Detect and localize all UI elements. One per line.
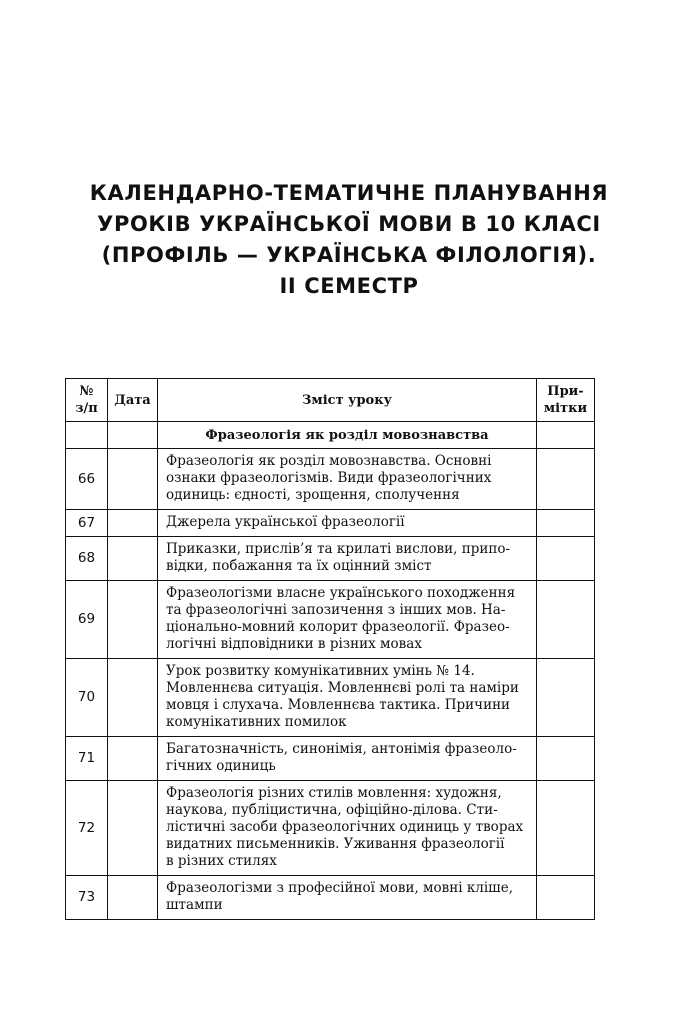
lesson-number: 67 bbox=[66, 510, 108, 537]
header-number bbox=[66, 379, 108, 422]
title-line-1: КАЛЕНДАРНО-ТЕМАТИЧНЕ ПЛАНУВАННЯ bbox=[89, 181, 609, 205]
section-num-cell bbox=[66, 422, 108, 449]
lesson-date-cell bbox=[108, 876, 158, 920]
table-body bbox=[66, 422, 595, 920]
lesson-notes-cell bbox=[537, 876, 595, 920]
lesson-content-line: Фразеологія різних стилів мовлення: художня, bbox=[166, 785, 502, 801]
lesson-content-line: відки, побажання та їх оцінний зміст bbox=[166, 558, 432, 574]
lesson-notes-cell bbox=[537, 510, 595, 537]
lesson-content-line: Джерела української фразеології bbox=[166, 514, 405, 530]
lesson-notes-cell bbox=[537, 781, 595, 876]
lesson-content-line: Приказки, прислів’я та крилаті вислови, припо- bbox=[166, 541, 511, 557]
section-notes-cell bbox=[537, 422, 595, 449]
lesson-date-cell bbox=[108, 510, 158, 537]
lesson-content-line: логічні відповідники в різних мовах bbox=[166, 636, 422, 652]
lesson-content-line: мовця і слухача. Мовленнєва тактика. Причини bbox=[166, 697, 511, 713]
lesson-date-cell bbox=[108, 449, 158, 510]
lesson-notes-cell bbox=[537, 449, 595, 510]
lesson-date-cell bbox=[108, 581, 158, 659]
lesson-content-line: Урок розвитку комунікативних умінь № 14. bbox=[166, 663, 475, 679]
page-title bbox=[0, 178, 698, 302]
table-header-row bbox=[66, 379, 595, 422]
lesson-content-line: в різних стилях bbox=[166, 853, 277, 869]
title-line-3: (ПРОФІЛЬ — УКРАЇНСЬКА ФІЛОЛОГІЯ). bbox=[101, 243, 597, 267]
table-row bbox=[66, 737, 595, 781]
lesson-content bbox=[158, 510, 537, 537]
lesson-content-line: Мовленнєва ситуація. Мовленнєві ролі та наміри bbox=[166, 680, 519, 696]
lesson-content-line: наукова, публіцистична, офіційно-ділова. Сти- bbox=[166, 802, 498, 818]
section-row bbox=[66, 422, 595, 449]
table-row bbox=[66, 581, 595, 659]
lesson-content-line: комунікативних помилок bbox=[166, 714, 347, 730]
lesson-content-line: ознаки фразеологізмів. Види фразеологічних bbox=[166, 470, 492, 486]
lesson-notes-cell bbox=[537, 737, 595, 781]
lesson-content-line: Фразеологізми власне українського походження bbox=[166, 585, 516, 601]
lesson-content bbox=[158, 876, 537, 920]
table-row bbox=[66, 537, 595, 581]
lesson-content-line: штампи bbox=[166, 897, 223, 913]
table-row bbox=[66, 659, 595, 737]
lesson-content-line: та фразеологічні запозичення з інших мов. На- bbox=[166, 602, 506, 618]
lesson-content-line: гічних одиниць bbox=[166, 758, 276, 774]
lesson-content-line: видатних письменників. Уживання фразеології bbox=[166, 836, 505, 852]
lesson-content bbox=[158, 537, 537, 581]
table-row bbox=[66, 876, 595, 920]
lesson-content-line: одиниць: єдності, зрощення, сполучення bbox=[166, 487, 460, 503]
lesson-content-line: лістичні засоби фразеологічних одиниць у творах bbox=[166, 819, 524, 835]
section-date-cell bbox=[108, 422, 158, 449]
table-row bbox=[66, 449, 595, 510]
lesson-content-line: Фразеологізми з професійної мови, мовні кліше, bbox=[166, 880, 514, 896]
table-row bbox=[66, 781, 595, 876]
title-line-2: УРОКІВ УКРАЇНСЬКОЇ МОВИ В 10 КЛАСІ bbox=[97, 212, 601, 236]
title-line-4: ІІ СЕМЕСТР bbox=[279, 274, 419, 298]
lesson-number: 70 bbox=[66, 659, 108, 737]
lesson-notes-cell bbox=[537, 581, 595, 659]
lesson-notes-cell bbox=[537, 537, 595, 581]
header-number-line2: з/п bbox=[75, 401, 98, 416]
header-notes bbox=[537, 379, 595, 422]
lesson-number: 72 bbox=[66, 781, 108, 876]
lesson-number: 71 bbox=[66, 737, 108, 781]
lesson-number: 68 bbox=[66, 537, 108, 581]
header-content: Зміст уроку bbox=[158, 379, 537, 422]
header-notes-line2: мітки bbox=[543, 401, 588, 416]
header-number-line1: № bbox=[79, 384, 94, 399]
lesson-content bbox=[158, 781, 537, 876]
lesson-content bbox=[158, 449, 537, 510]
lesson-number: 69 bbox=[66, 581, 108, 659]
lesson-content bbox=[158, 581, 537, 659]
table-row bbox=[66, 510, 595, 537]
section-title: Фразеологія як розділ мовознавства bbox=[158, 422, 537, 449]
lesson-date-cell bbox=[108, 659, 158, 737]
lesson-date-cell bbox=[108, 737, 158, 781]
lesson-number: 73 bbox=[66, 876, 108, 920]
lesson-date-cell bbox=[108, 537, 158, 581]
header-date: Дата bbox=[108, 379, 158, 422]
lesson-date-cell bbox=[108, 781, 158, 876]
lesson-number: 66 bbox=[66, 449, 108, 510]
header-notes-line1: При- bbox=[547, 384, 584, 399]
lesson-plan-table bbox=[65, 378, 595, 920]
lesson-content-line: Фразеологія як розділ мовознавства. Основні bbox=[166, 453, 492, 469]
lesson-notes-cell bbox=[537, 659, 595, 737]
lesson-content bbox=[158, 659, 537, 737]
lesson-content bbox=[158, 737, 537, 781]
lesson-content-line: Багатозначність, синонімія, антонімія фразеоло- bbox=[166, 741, 517, 757]
lesson-content-line: ціонально-мовний колорит фразеології. Фразео- bbox=[166, 619, 510, 635]
